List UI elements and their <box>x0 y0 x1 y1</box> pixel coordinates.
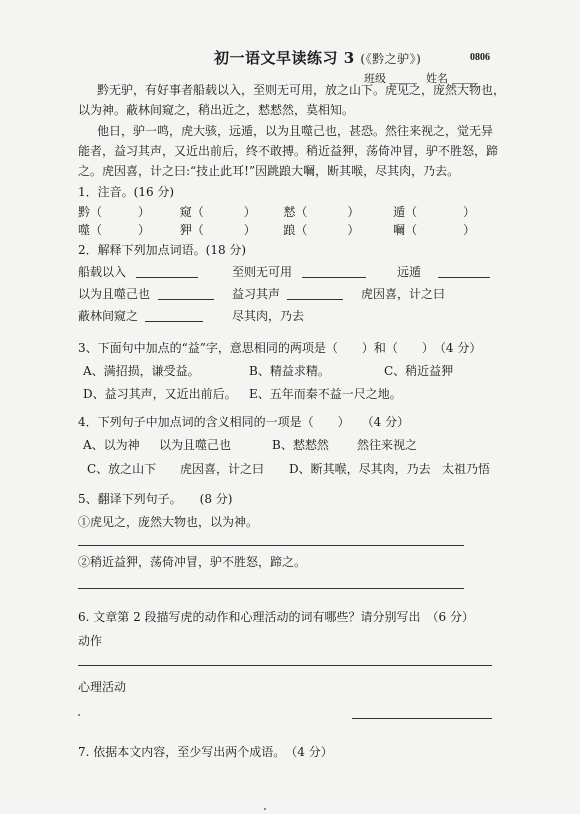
passage-line-2a: 他日，驴一鸣，虎大骇，远遁，以为且噬己也，甚恐。然往来视之，觉无异 <box>97 124 494 138</box>
q4-c1: C、放之山下 <box>87 462 157 476</box>
name-label: 姓名 <box>426 72 448 85</box>
q2-blank-2[interactable] <box>302 277 366 278</box>
q3-option-c: C、稍近益狎 <box>384 364 454 378</box>
q3-option-a: A、满招损，谦受益。 <box>83 364 200 378</box>
q2-title: 2．解释下列加点词语。(18 分) <box>78 243 247 257</box>
q3-option-d: D、益习其声，又近出前后。 <box>83 387 237 401</box>
q2-item-3: 远遁 <box>397 265 422 279</box>
q2-item-1: 船载以入 <box>78 265 127 279</box>
q2-item-6: 虎因喜，计之曰 <box>361 287 446 301</box>
scan-speck <box>264 808 266 810</box>
q5-sentence-2: ②稍近益狎，荡倚冲冒，驴不胜怒，蹄之。 <box>78 555 307 569</box>
title-subtitle: (《黔之驴》) <box>360 52 422 66</box>
passage-line-1b: 以为神。蔽林间窥之，稍出近之，慭慭然，莫相知。 <box>78 103 355 117</box>
q2-blank-1[interactable] <box>136 277 198 278</box>
q2-blank-5[interactable] <box>287 299 343 300</box>
q5-answer-line-2[interactable] <box>78 588 464 589</box>
class-label: 班级 <box>364 72 386 85</box>
q5-answer-line-1[interactable] <box>78 545 464 546</box>
passage-line-2b: 能者，益习其声，又近出前后，终不敢搏。稍近益狎，荡倚冲冒，驴不胜怒，蹄 <box>78 144 499 158</box>
q4-d2: 太祖乃悟 <box>442 462 491 476</box>
q3-stem: 3、下面句中加点的“益”字，意思相同的两项是（ ）和（ ） （4 分） <box>78 341 482 355</box>
q6-action-line[interactable] <box>78 665 492 666</box>
worksheet-title <box>214 47 421 68</box>
q2-item-5: 益习其声 <box>232 287 281 301</box>
q2-item-2: 至则无可用 <box>232 265 293 279</box>
q3-option-e: E、五年而秦不益一尺之地。 <box>249 387 402 401</box>
q4-b1: B、慭慭然 <box>272 438 329 452</box>
q2-blank-7[interactable] <box>145 321 203 322</box>
q7-stem: 7. 依据本文内容，至少写出两个成语。 （4 分） <box>78 745 333 759</box>
q1-title: 1．注音。(16 分) <box>78 185 175 199</box>
q1-row-2: 噬（ ） 狎（ ） 踉（ ） 㘎（ ） <box>78 223 476 237</box>
q2-blank-4[interactable] <box>158 299 214 300</box>
q6-psych-line[interactable] <box>352 718 492 719</box>
q4-b2: 然往来视之 <box>357 438 418 452</box>
q4-a2: 以为且噬己也 <box>159 438 232 452</box>
q4-a1: A、以为神 <box>83 438 140 452</box>
q4-c2: 虎因喜，计之曰 <box>180 462 265 476</box>
q5-sentence-1: ①虎见之，庞然大物也，以为神。 <box>78 515 259 529</box>
q6-stem: 6. 文章第 2 段描写虎的动作和心理活动的词有哪些？请分别写出 （6 分） <box>78 610 474 624</box>
q3-option-b: B、精益求精。 <box>249 364 330 378</box>
q1-row-1: 黔（ ） 窥（ ） 慭（ ） 遁（ ） <box>78 205 476 219</box>
q2-item-4: 以为且噬己也 <box>78 287 151 301</box>
q5-stem: 5、翻译下列句子。 (8 分) <box>78 492 233 506</box>
scan-speck <box>78 714 80 716</box>
q6-action-label: 动作 <box>78 634 103 648</box>
q2-blank-3[interactable] <box>438 277 490 278</box>
q2-item-8: 尽其肉，乃去 <box>232 309 305 323</box>
passage-line-2c: 之。虎因喜，计之曰:“技止此耳!”因跳踉大㘎，断其喉，尽其肉，乃去。 <box>78 164 460 178</box>
q6-psych-label: 心理活动 <box>78 680 127 694</box>
worksheet-code: 0806 <box>470 52 490 63</box>
q4-stem: 4．下列句子中加点词的含义相同的一项是（ ） （4 分） <box>78 415 410 429</box>
title-text: 初一语文早读练习 3 <box>214 49 355 67</box>
q2-item-7: 蔽林间窥之 <box>78 309 139 323</box>
passage-line-1a: 黔无驴，有好事者船载以入，至则无可用，放之山下。虎见之，庞然大物也， <box>97 83 506 97</box>
q4-d1: D、断其喉，尽其肉，乃去 <box>289 462 431 476</box>
